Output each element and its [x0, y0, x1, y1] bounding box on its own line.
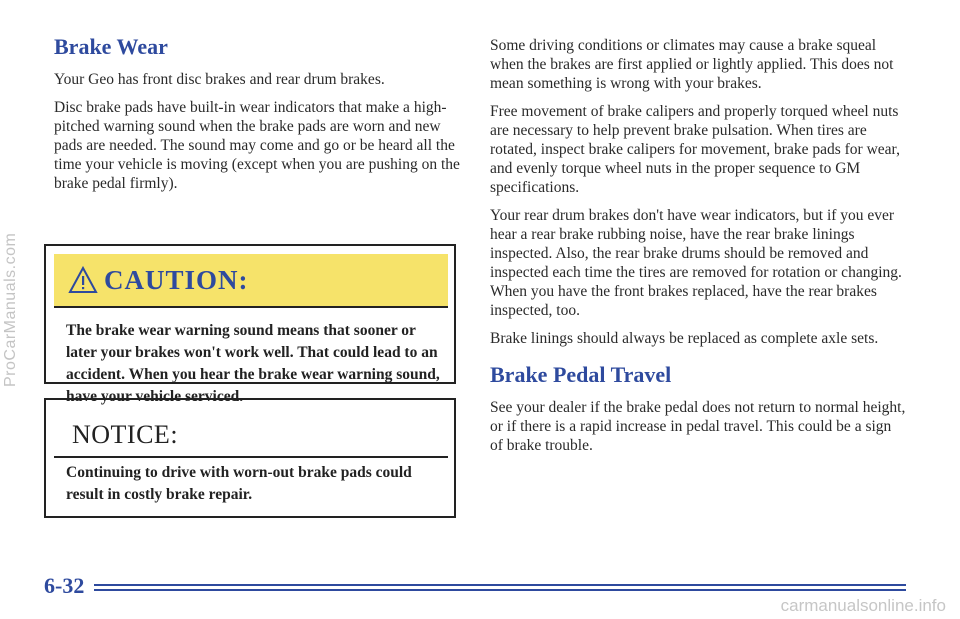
footer-rule	[94, 589, 906, 591]
caution-title: CAUTION:	[104, 264, 249, 295]
paragraph-brake-types: Your Geo has front disc brakes and rear drum brakes.	[54, 71, 385, 88]
left-column	[54, 34, 460, 202]
bottom-watermark: carmanualsonline.info	[780, 596, 946, 615]
notice-title: NOTICE:	[72, 420, 179, 449]
caution-box	[44, 244, 456, 405]
notice-box	[44, 398, 456, 518]
warning-triangle-icon	[68, 266, 98, 294]
paragraph-calipers: Free movement of brake calipers and properly torqued wheel nuts are necessary to help prevent brake pulsation. When tires are rotated, inspect brake calipers for movement, brake pads for wear, and evenly torque wheel nuts in the proper sequence to GM specifications.	[490, 103, 900, 196]
paragraph-brake-squeal: Some driving conditions or climates may cause a brake squeal when the brakes are first applied or lightly applied. This does not mean something is wrong with your brakes.	[490, 37, 894, 92]
paragraph-drum-brakes: Your rear drum brakes don't have wear indicators, but if you ever hear a rear brake rubbing noise, have the rear brake linings inspected. Also, the rear brake drums should be removed and inspected each time the tires are removed for rotation or changing. When you have the front brakes replaced, have the rear brakes inspected, too.	[490, 207, 902, 319]
caution-header	[54, 254, 448, 308]
side-watermark: ProCarManuals.com	[2, 232, 19, 388]
section-heading-brake-pedal-travel: Brake Pedal Travel	[490, 362, 672, 387]
right-column	[490, 36, 906, 464]
footer-rule	[94, 584, 906, 586]
notice-text: Continuing to drive with worn-out brake pads could result in costly brake repair.	[66, 464, 412, 503]
page-number: 6-32	[44, 573, 85, 598]
paragraph-pedal-travel: See your dealer if the brake pedal does not return to normal height, or if there is a rapid increase in pedal travel. This could be a sign of brake trouble.	[490, 399, 906, 454]
notice-divider	[54, 456, 448, 458]
section-heading-brake-wear: Brake Wear	[54, 34, 168, 59]
paragraph-linings: Brake linings should always be replaced as complete axle sets.	[490, 330, 879, 347]
caution-text: The brake wear warning sound means that sooner or later your brakes won't work well. That could lead to an accident. When you hear the brake wear warning sound, have your vehicle serviced.	[66, 322, 440, 405]
paragraph-wear-indicators: Disc brake pads have built-in wear indicators that make a high-pitched warning sound when the brake pads are worn and new pads are needed. The sound may come and go or be heard all the time your vehicle is moving (except when you are pushing on the brake pedal firmly).	[54, 99, 460, 192]
